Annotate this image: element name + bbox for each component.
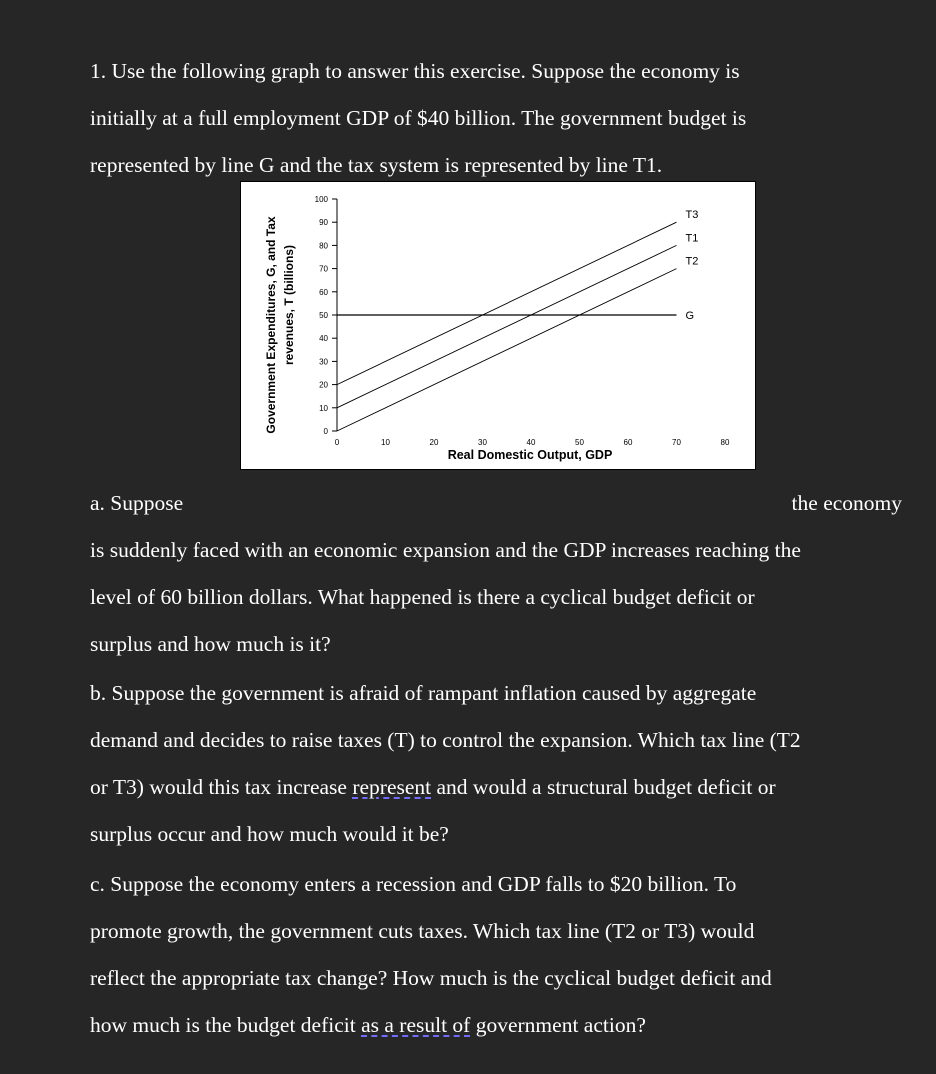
question-b xyxy=(90,670,902,858)
question-a-first-line xyxy=(90,480,902,527)
series-label-t1: T1 xyxy=(685,232,699,245)
question-a-line: level of 60 billion dollars. What happened is there a cyclical budget deficit or xyxy=(90,585,755,609)
y-tick-label: 40 xyxy=(319,334,328,344)
series-line-t2 xyxy=(337,269,677,431)
question-c-line: c. Suppose the economy enters a recession and GDP falls to $20 billion. To xyxy=(90,872,737,896)
x-tick-label: 0 xyxy=(334,438,340,447)
x-tick-label: 50 xyxy=(575,438,584,447)
x-tick-label: 70 xyxy=(672,438,681,447)
question-b-line: b. Suppose the government is afraid of rampant inflation caused by aggregate xyxy=(90,681,757,705)
question-intro xyxy=(90,48,902,189)
question-b-text: and would a structural budget deficit or xyxy=(431,775,776,799)
series-line-t3 xyxy=(337,222,677,384)
intro-line: initially at a full employment GDP of $40 billion. The government budget is xyxy=(90,106,747,130)
spellcheck-underline-represent[interactable]: represent xyxy=(352,775,432,799)
y-axis-label: revenues, T (billions) xyxy=(282,244,296,366)
y-tick-label: 90 xyxy=(319,218,328,228)
y-tick-label: 70 xyxy=(319,264,328,274)
series-line-t1 xyxy=(337,245,677,407)
y-tick-label: 80 xyxy=(319,241,328,251)
spellcheck-underline-as-a-result-of[interactable]: as a result of xyxy=(361,1013,471,1037)
y-tick-label: 100 xyxy=(314,195,328,204)
question-c-text: government action? xyxy=(470,1013,646,1037)
series-label-t2: T2 xyxy=(685,255,699,268)
question-b-line: surplus occur and how much would it be? xyxy=(90,822,449,846)
question-b-line xyxy=(90,764,902,811)
intro-line: represented by line G and the tax system is represented by line T1. xyxy=(90,153,663,177)
x-tick-label: 20 xyxy=(429,438,439,447)
budget-tax-chart xyxy=(240,181,756,470)
question-b-line: demand and decides to raise taxes (T) to control the expansion. Which tax line (T2 xyxy=(90,728,801,752)
question-a-first-right: the economy xyxy=(791,491,902,515)
y-tick-label: 60 xyxy=(319,287,328,297)
question-c xyxy=(90,861,902,1049)
series-label-g: G xyxy=(685,310,695,322)
question-c-line: reflect the appropriate tax change? How much is the cyclical budget deficit and xyxy=(90,966,772,990)
question-a xyxy=(90,480,902,668)
question-a-first-left: a. Suppose xyxy=(90,491,184,515)
intro-line: 1. Use the following graph to answer this exercise. Suppose the economy is xyxy=(90,59,740,83)
question-a-line: surplus and how much is it? xyxy=(90,632,331,656)
y-tick-label: 20 xyxy=(319,380,328,390)
x-tick-label: 60 xyxy=(623,438,633,447)
y-tick-label: 30 xyxy=(319,357,328,367)
y-axis-label: Government Expenditures, G, and Tax xyxy=(264,216,278,434)
y-tick-label: 0 xyxy=(323,427,328,436)
x-axis-label: Real Domestic Output, GDP xyxy=(447,448,613,462)
chart-svg xyxy=(241,182,755,469)
y-tick-label: 10 xyxy=(319,403,328,413)
question-c-line xyxy=(90,1002,902,1049)
y-tick-label: 50 xyxy=(319,311,328,320)
x-tick-label: 10 xyxy=(381,438,390,447)
series-label-t3: T3 xyxy=(685,209,699,222)
x-tick-label: 80 xyxy=(720,438,730,447)
question-a-line: is suddenly faced with an economic expansion and the GDP increases reaching the xyxy=(90,538,801,562)
question-b-text: or T3) would this tax increase xyxy=(90,775,353,799)
question-c-line: promote growth, the government cuts taxes. Which tax line (T2 or T3) would xyxy=(90,919,755,943)
question-c-text: how much is the budget deficit xyxy=(90,1013,362,1037)
x-tick-label: 40 xyxy=(526,438,536,447)
x-tick-label: 30 xyxy=(478,438,487,447)
